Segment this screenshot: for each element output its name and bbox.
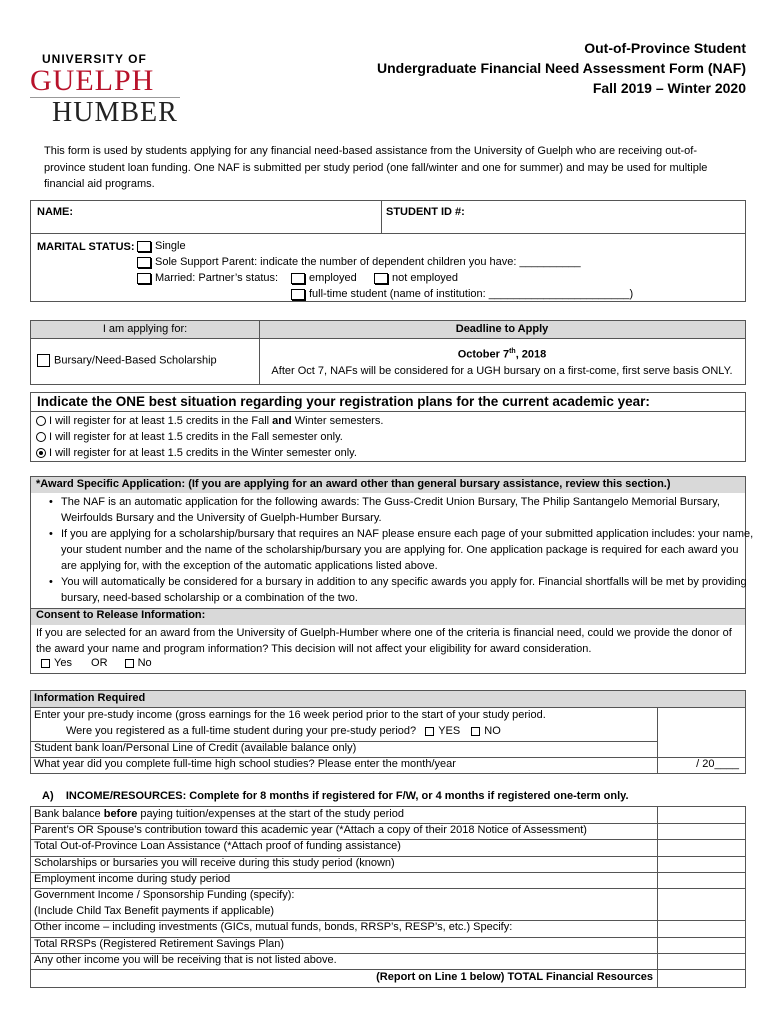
consent-heading: Consent to Release Information: xyxy=(36,609,206,621)
info-row-1: Enter your pre-study income (gross earnings for the 16 week period prior to the start of your study period. xyxy=(34,709,546,721)
form-title xyxy=(286,38,746,98)
sole-support-checkbox[interactable] xyxy=(137,257,151,268)
award-section xyxy=(30,476,754,674)
income-col-divider xyxy=(657,807,658,987)
plan-option-3[interactable] xyxy=(36,447,357,459)
income-row: Scholarships or bursaries you will receive during this study period (known) xyxy=(34,856,395,869)
income-table xyxy=(30,806,746,988)
single-checkbox[interactable] xyxy=(137,241,151,252)
info-row-4-value[interactable]: / 20____ xyxy=(696,758,739,770)
married-option[interactable] xyxy=(137,272,278,284)
award-bullet-1: • The NAF is an automatic application for the following awards: The Guss-Credit Union Bursary, The Philip Santangelo Memorial Bursary, Weirfoulds Bursary and the University of Guelph-Humber Bursary. xyxy=(61,494,757,526)
income-total: (Report on Line 1 below) TOTAL Financial Resources xyxy=(376,971,653,983)
prestudy-no-checkbox[interactable] xyxy=(471,727,480,736)
fulltime-checkbox[interactable] xyxy=(291,289,305,300)
income-row: Total RRSPs (Registered Retirement Savings Plan) xyxy=(34,937,285,950)
bursary-label: Bursary/Need-Based Scholarship xyxy=(54,354,217,367)
award-bullets xyxy=(45,494,757,606)
prestudy-no-label: NO xyxy=(484,725,501,737)
deadline-date: October 7th, 2018 xyxy=(457,348,547,361)
title-line-1: Out-of-Province Student xyxy=(584,40,746,56)
plan-option-2[interactable] xyxy=(36,431,343,443)
personal-divider xyxy=(31,233,745,234)
income-heading: A) INCOME/RESOURCES: Complete for 8 months if registered for F/W, or 4 months if registered one-term only. xyxy=(42,790,629,802)
plans-heading: Indicate the ONE best situation regarding your registration plans for the current academic year: xyxy=(37,394,650,409)
info-row-2 xyxy=(66,725,501,737)
income-row: Employment income during study period xyxy=(34,872,231,885)
income-row: Government Income / Sponsorship Funding (specify): xyxy=(34,889,295,901)
consent-no-checkbox[interactable] xyxy=(125,659,134,668)
personal-info-box xyxy=(30,200,746,302)
university-logo xyxy=(30,52,190,127)
deadline-note: After Oct 7, NAFs will be considered for a UGH bursary on a first-come, first serve basis ONLY. xyxy=(271,365,733,377)
plans-heading-rule xyxy=(31,411,745,412)
income-row: Other income – including investments (GICs, mutual funds, bonds, RRSP’s, RESP’s, etc.) Specify: xyxy=(34,921,513,934)
info-row-4: What year did you complete full-time high school studies? Please enter the month/year xyxy=(34,758,456,770)
bursary-option[interactable] xyxy=(37,354,217,367)
fulltime-label: full-time student (name of institution: _______________________) xyxy=(309,288,634,300)
employed-label: employed xyxy=(309,272,357,284)
apply-header-left: I am applying for: xyxy=(102,323,188,335)
income-row: Parent’s OR Spouse’s contribution toward this academic year (*Attach a copy of their 2018 Notice of Assessment) xyxy=(34,824,587,837)
student-id-divider xyxy=(381,201,382,233)
not-employed-checkbox[interactable] xyxy=(374,273,388,284)
award-bullet-2: • If you are applying for a scholarship/bursary that requires an NAF please ensure each page of your submitted application includes: your name, your student number and the name of the scholarship/bursary you are applying for. One application package is required for each award you are applying for, with the exception of the automatic applications listed above. xyxy=(61,526,757,574)
fulltime-option[interactable] xyxy=(291,288,633,300)
apply-table xyxy=(30,320,746,385)
plan-radio-1[interactable] xyxy=(36,416,46,426)
married-checkbox[interactable] xyxy=(137,273,151,284)
married-label: Married: Partner’s status: xyxy=(155,272,279,284)
info-col-divider xyxy=(657,707,658,773)
award-heading: *Award Specific Application: (If you are applying for an award other than general bursary assistance, review this section.) xyxy=(36,478,671,490)
info-table xyxy=(30,690,746,774)
consent-text: If you are selected for an award from the University of Guelph-Humber where one of the criteria is financial need, could we provide the donor of the award your name and program information? This decision will not affect your eligibility for award consideration. xyxy=(36,627,732,655)
income-row: Any other income you will be receiving that is not listed above. xyxy=(34,953,337,966)
income-row: Total Out-of-Province Loan Assistance (*Attach proof of funding assistance) xyxy=(34,840,401,853)
name-label: NAME: xyxy=(37,206,74,218)
logo-guelph: GUELPH xyxy=(30,64,155,97)
sole-support-label: Sole Support Parent: indicate the number of dependent children you have: __________ xyxy=(155,256,581,268)
plans-section xyxy=(30,392,746,462)
plan-label-3: I will register for at least 1.5 credits in the Winter semester only. xyxy=(49,447,357,459)
income-row: (Include Child Tax Benefit payments if applicable) xyxy=(34,905,275,918)
sole-support-option[interactable] xyxy=(137,256,581,268)
prestudy-yes-label: YES xyxy=(438,725,461,737)
info-heading: Information Required xyxy=(34,692,146,704)
consent-yes-checkbox[interactable] xyxy=(41,659,50,668)
title-line-3: Fall 2019 – Winter 2020 xyxy=(592,80,746,96)
income-row-rule xyxy=(31,969,745,970)
plan-radio-2[interactable] xyxy=(36,432,46,442)
income-row-1: Bank balance before paying tuition/expenses at the start of the study period xyxy=(34,808,404,820)
title-line-2: Undergraduate Financial Need Assessment Form (NAF) xyxy=(376,60,746,76)
intro-paragraph: This form is used by students applying for any financial need-based assistance from the University of Guelph who are receiving out-of-province student loan funding. One NAF is submitted per study period (one fall/winter and one for summer) and may be used for multiple financial aid programs. xyxy=(44,145,708,190)
employed-checkbox[interactable] xyxy=(291,273,305,284)
logo-humber: HUMBER xyxy=(52,97,178,128)
not-employed-label: not employed xyxy=(392,272,459,284)
employed-option[interactable] xyxy=(291,272,357,284)
prestudy-yes-checkbox[interactable] xyxy=(425,727,434,736)
consent-yes-label: Yes xyxy=(54,657,72,669)
consent-options xyxy=(41,657,152,669)
marital-status-label: MARITAL STATUS: xyxy=(37,241,135,253)
bursary-checkbox[interactable] xyxy=(37,354,50,367)
plan-label-2: I will register for at least 1.5 credits in the Fall semester only. xyxy=(49,431,343,443)
plan-option-1[interactable]: I will register for at least 1.5 credits in the Fall and Winter semesters. xyxy=(36,415,383,427)
not-employed-option[interactable] xyxy=(374,272,458,284)
plan-radio-3[interactable] xyxy=(36,448,46,458)
consent-or: OR xyxy=(91,657,108,669)
single-label: Single xyxy=(155,240,186,252)
info-row-3: Student bank loan/Personal Line of Credit (available balance only) xyxy=(34,742,357,754)
student-id-label: STUDENT ID #: xyxy=(386,206,465,218)
logo-university-of: UNIVERSITY OF xyxy=(42,52,147,66)
consent-no-label: No xyxy=(137,657,152,669)
apply-header-right: Deadline to Apply xyxy=(455,323,549,335)
single-option[interactable] xyxy=(137,240,186,252)
award-bullet-3: • You will automatically be considered for a bursary in addition to any specific awards you apply for. Financial shortfalls will be met by providing bursary, need-based scholarship or a combination of the two. xyxy=(61,574,757,606)
info-row-2-label: Were you registered as a full-time student during your pre-study period? xyxy=(66,725,417,737)
